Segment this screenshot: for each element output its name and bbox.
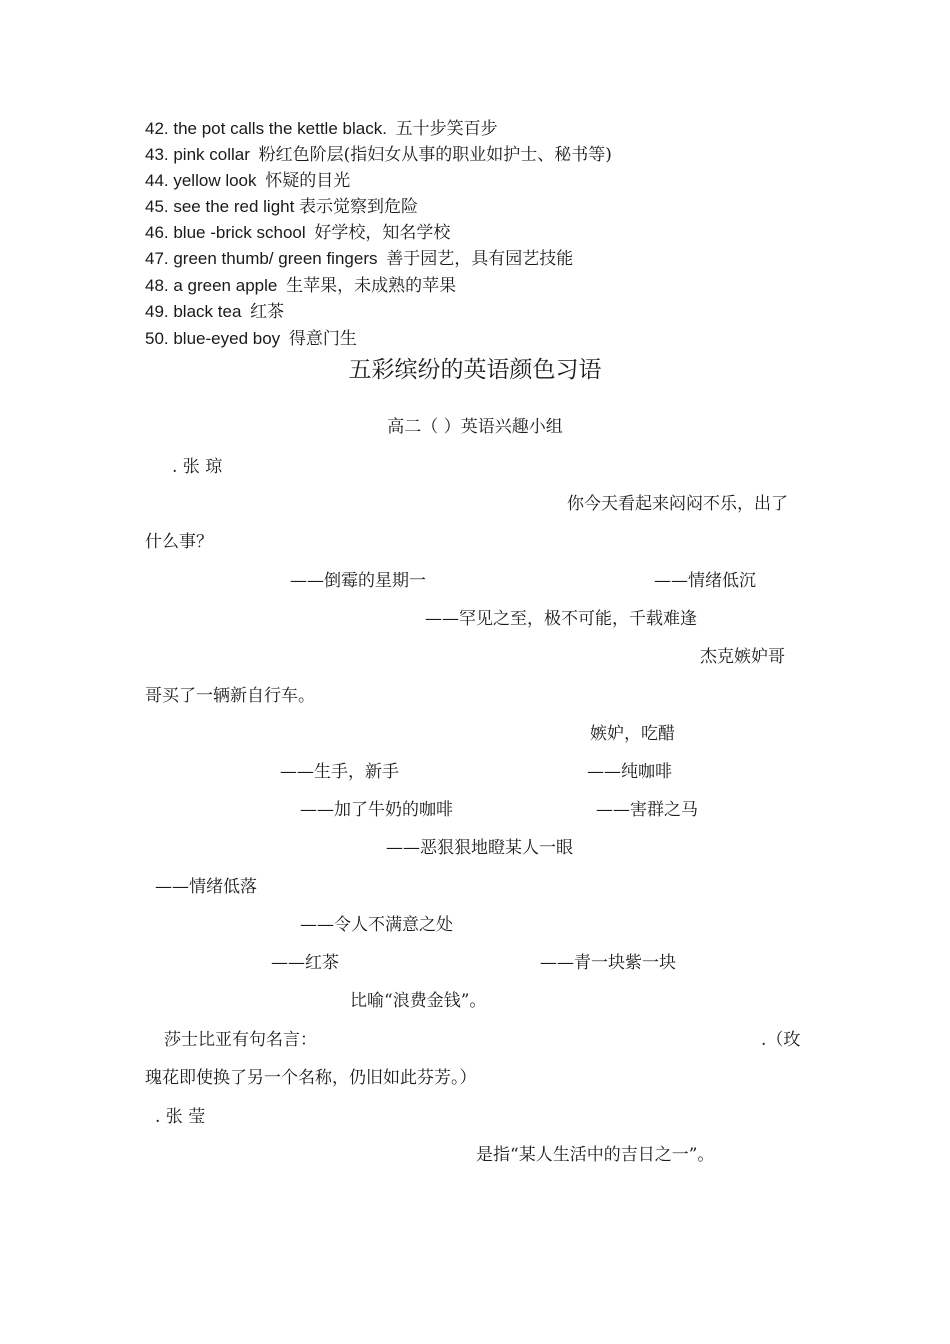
- idiom-line-44: [145, 172, 350, 190]
- idiom-line-42: [145, 120, 498, 138]
- rose-translation-continued: 瑰花即使换了另一个名称，仍旧如此芬芳。）: [145, 1068, 477, 1088]
- idiom-line-43: [145, 146, 612, 164]
- jack-sentence-continued: 哥买了一辆新自行车。: [145, 686, 315, 706]
- idiom-chinese: 善于园艺，具有园艺技能: [386, 249, 574, 269]
- idiom-english: 44. yellow look: [145, 171, 257, 190]
- black-coffee-meaning: ——纯咖啡: [587, 762, 672, 782]
- rose-translation-start: .（玫: [761, 1030, 801, 1050]
- idiom-english: 43. pink collar: [145, 145, 250, 164]
- idiom-english: 46. blue -brick school: [145, 223, 306, 242]
- idiom-english: 47. green thumb/ green fingers: [145, 249, 378, 268]
- idiom-chinese: 表示觉察到危险: [299, 197, 419, 217]
- green-hand-meaning: ——生手，新手: [280, 762, 399, 782]
- idiom-english: 48. a green apple: [145, 276, 278, 295]
- question-line-continued: 什么事？: [145, 532, 213, 552]
- idiom-chinese: 得意门生: [288, 329, 357, 349]
- idiom-chinese: 五十步笑百步: [395, 119, 498, 139]
- black-sheep-meaning: ——害群之马: [596, 800, 698, 820]
- black-look-meaning: ——恶狠狠地瞪某人一眼: [386, 838, 573, 858]
- idiom-line-46: [145, 224, 450, 242]
- idiom-line-45: [145, 198, 418, 216]
- red-letter-day-meaning: 是指“某人生活中的吉日之一”。: [476, 1145, 715, 1165]
- idiom-english: 50. blue-eyed boy: [145, 329, 281, 348]
- idiom-line-49: [145, 303, 284, 321]
- idiom-line-48: [145, 277, 456, 295]
- page-title: 五彩缤纷的英语颜色习语: [348, 357, 602, 383]
- page-subtitle: 高二（ ）英语兴趣小组: [387, 417, 563, 437]
- jack-sentence: 杰克嫉妒哥: [700, 647, 785, 667]
- waste-money-meaning: 比喻“浪费金钱”。: [350, 991, 487, 1011]
- white-coffee-meaning: ——加了牛奶的咖啡: [300, 800, 453, 820]
- black-mood-meaning: ——情绪低落: [155, 877, 257, 897]
- red-tea-meaning: ——红茶: [271, 953, 339, 973]
- speaker-zhang-ying: . 张 莹: [155, 1107, 206, 1127]
- black-spot-meaning: ——令人不满意之处: [300, 915, 453, 935]
- blue-moon-meaning: ——罕见之至，极不可能，千载难逢: [425, 609, 697, 629]
- idiom-english: 45. see the red light: [145, 197, 295, 216]
- idiom-chinese: 粉红色阶层(指妇女从事的职业如护士、秘书等): [258, 145, 612, 165]
- black-and-blue-meaning: ——青一块紫一块: [540, 953, 676, 973]
- idiom-english: 49. black tea: [145, 302, 242, 321]
- idiom-chinese: 好学校，知名学校: [314, 223, 451, 243]
- idiom-chinese: 怀疑的目光: [265, 171, 351, 191]
- idiom-line-47: [145, 250, 573, 268]
- idiom-english: 42. the pot calls the kettle black.: [145, 119, 387, 138]
- idiom-line-50: [145, 330, 357, 348]
- shakespeare-quote-intro: 莎士比亚有句名言：: [164, 1030, 317, 1050]
- idiom-chinese: 红茶: [250, 302, 285, 322]
- idiom-chinese: 生苹果，未成熟的苹果: [286, 276, 457, 296]
- speaker-zhang-qiong: . 张 琼: [172, 457, 223, 477]
- question-line: 你今天看起来闷闷不乐，出了: [567, 494, 788, 514]
- feel-blue-meaning: ——情绪低沉: [654, 571, 756, 591]
- blue-monday-meaning: ——倒霉的星期一: [290, 571, 426, 591]
- jealous-meaning: 嫉妒，吃醋: [590, 724, 675, 744]
